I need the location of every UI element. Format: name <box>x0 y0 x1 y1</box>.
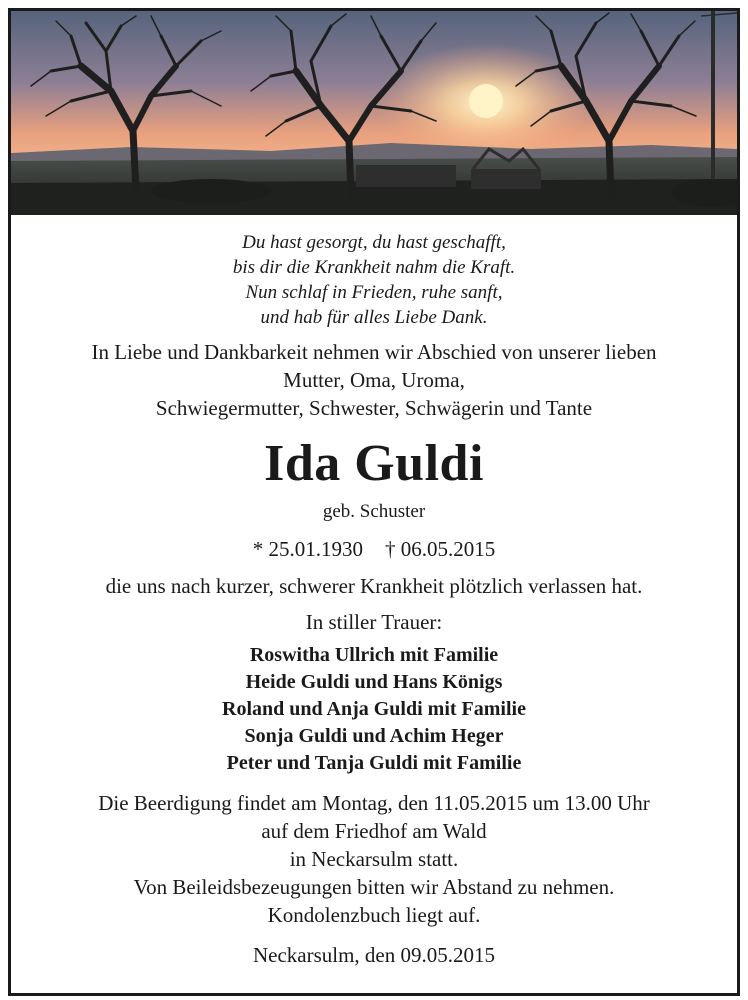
birth-name: geb. Schuster <box>322 501 426 522</box>
passing-note: die uns nach kurzer, schwerer Krankheit plötzlich verlassen hat. <box>105 574 643 598</box>
funeral-line: auf dem Friedhof am Wald <box>261 819 487 843</box>
mourning-label: In stiller Trauer: <box>305 610 443 634</box>
funeral-line: in Neckarsulm statt. <box>289 847 459 871</box>
mourner-entry: Sonja Guldi und Achim Heger <box>244 725 504 747</box>
farewell-intro <box>11 338 737 422</box>
obituary-frame <box>8 8 740 996</box>
poem-line: Nun schlaf in Frieden, ruhe sanft, <box>245 282 503 303</box>
poem-line: Du hast gesorgt, du hast geschafft, <box>242 232 506 253</box>
trailer <box>356 165 456 187</box>
deceased-name: Ida Guldi <box>264 435 484 492</box>
memorial-poem <box>11 230 737 330</box>
mourner-entry: Heide Guldi und Hans Königs <box>245 671 503 693</box>
obituary-text <box>11 215 737 969</box>
poem-line: bis dir die Krankheit nahm die Kraft. <box>232 257 516 278</box>
mourner-entry: Roswitha Ullrich mit Familie <box>249 644 499 666</box>
trailer <box>471 169 541 189</box>
place-and-date: Neckarsulm, den 09.05.2015 <box>252 943 496 967</box>
mourner-entry: Peter und Tanja Guldi mit Familie <box>226 752 522 774</box>
birth-date: * 25.01.1930 <box>252 537 363 561</box>
intro-line: In Liebe und Dankbarkeit nehmen wir Abschied von unserer lieben <box>91 340 657 364</box>
life-dates <box>11 536 737 562</box>
death-date: † 06.05.2015 <box>385 537 496 561</box>
intro-line: Mutter, Oma, Uroma, <box>283 368 465 392</box>
sun <box>469 84 503 118</box>
sunset-landscape-photo <box>11 11 737 215</box>
poem-line: und hab für alles Liebe Dank. <box>260 307 488 328</box>
funeral-line: Die Beerdigung findet am Montag, den 11.05.2015 um 13.00 Uhr <box>98 791 650 815</box>
mourners-list <box>11 642 737 777</box>
funeral-line: Kondolenzbuch liegt auf. <box>267 903 481 927</box>
funeral-details <box>11 789 737 929</box>
funeral-line: Von Beileidsbezeugungen bitten wir Abstand zu nehmen. <box>133 875 615 899</box>
mourner-entry: Roland und Anja Guldi mit Familie <box>222 698 526 720</box>
intro-line: Schwiegermutter, Schwester, Schwägerin und Tante <box>155 396 593 420</box>
